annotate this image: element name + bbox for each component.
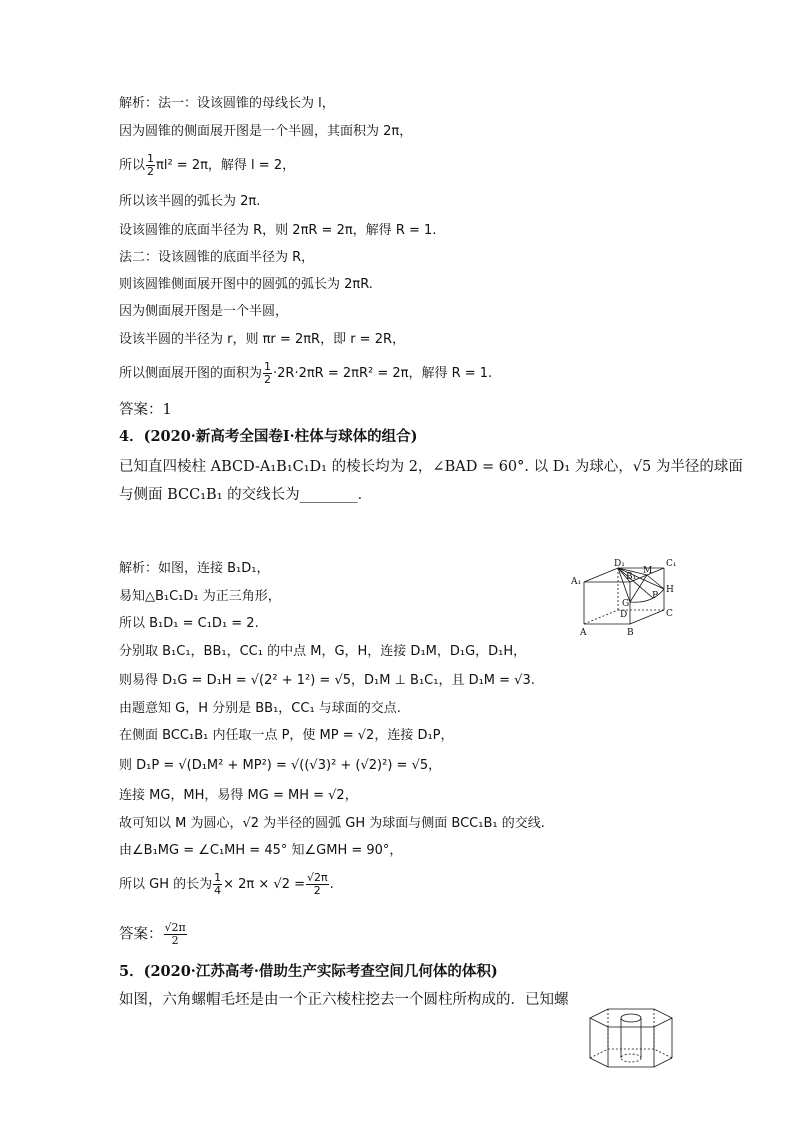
answer-line: 答案： $\frac{√2\pi}{2}$ [119, 921, 186, 947]
solution-line: 因为侧面展开图是一个半圆， [119, 304, 289, 319]
fraction: $\frac{√2\pi}{2}$ [164, 921, 186, 947]
fraction: $\frac{1}{2}$ [264, 360, 272, 386]
figure-label: C [666, 609, 673, 619]
solution-line: 所以该半圆的弧长为 2π. [119, 194, 261, 209]
solution-line: 设该圆锥的底面半径为 R，则 2πR = 2π，解得 R = 1. [119, 223, 437, 238]
solution-line: 所以侧面展开图的面积为 $\frac{1}{2}$ ·2R·2πR = 2πR² = 2π，解得 R = 1. [119, 360, 493, 386]
figure-label: D₁ [614, 559, 625, 569]
answer-line: 答案：1 [119, 402, 172, 418]
solution-line: 所以 GH 的长为 $\frac{1}{4}$ × 2π × √2 = $\frac{√2\pi}{2}$ . [119, 871, 334, 897]
solution-line: 法二：设该圆锥的底面半径为 R， [119, 250, 315, 265]
solution-line: 由题意知 G，H 分别是 BB₁，CC₁ 与球面的交点. [119, 701, 401, 716]
figure-label: B [627, 628, 634, 638]
question-stem: 如图，六角螺帽毛坯是由一个正六棱柱挖去一个圆柱所构成的．已知螺 [119, 992, 569, 1008]
figure-label: D [620, 610, 628, 620]
solution-line: 因为圆锥的侧面展开图是一个半圆，其面积为 2π， [119, 124, 413, 139]
solution-line: 易知△B₁C₁D₁ 为正三角形， [119, 589, 281, 604]
figure-label: B₁ [626, 572, 637, 582]
figure-label: A₁ [571, 577, 582, 587]
fraction: $\frac{1}{4}$ [214, 871, 222, 897]
hexagonal-nut-figure [578, 1003, 682, 1079]
figure-label: M [643, 566, 653, 576]
question-stem: 已知直四棱柱 ABCD-A₁B₁C₁D₁ 的棱长均为 2，∠BAD = 60°. 以 D₁ 为球心，√5 为半径的球面 [119, 459, 743, 475]
figure-label: G [622, 599, 630, 609]
solution-line: 则该圆锥侧面展开图中的圆弧的弧长为 2πR. [119, 277, 373, 292]
solution-line: 在侧面 BCC₁B₁ 内任取一点 P，使 MP = √2，连接 D₁P， [119, 728, 454, 743]
solution-line: 则 D₁P = √(D₁M² + MP²) = √((√3)² + (√2)²) = √5， [119, 758, 442, 773]
solution-line: 所以 $\frac{1}{2}$ πl² = 2π，解得 l = 2， [119, 152, 296, 178]
solution-line: 分别取 B₁C₁，BB₁，CC₁ 的中点 M，G，H，连接 D₁M，D₁G，D₁H， [119, 644, 527, 659]
solution-line: 故可知以 M 为圆心，√2 为半径的圆弧 GH 为球面与侧面 BCC₁B₁ 的交线. [119, 816, 545, 831]
solution-line: 所以 B₁D₁ = C₁D₁ = 2. [119, 616, 259, 631]
figure-label: C₁ [666, 559, 677, 569]
question-header: 4．(2020·新高考全国卷Ⅰ·柱体与球体的组合) [119, 428, 418, 445]
solution-line: 由∠B₁MG = ∠C₁MH = 45° 知∠GMH = 90°， [119, 843, 403, 858]
solution-line: 连接 MG，MH，易得 MG = MH = √2， [119, 788, 358, 803]
solution-line: 解析：法一：设该圆锥的母线长为 l， [119, 96, 335, 111]
solution-line: 解析：如图，连接 B₁D₁， [119, 561, 270, 576]
figure-label: A [580, 628, 587, 638]
solution-line: 则易得 D₁G = D₁H = √(2² + 1²) = √5，D₁M ⊥ B₁C₁，且 D₁M = √3. [119, 673, 535, 688]
fraction: $\frac{√2\pi}{2}$ [306, 871, 328, 897]
figure-label: H [666, 585, 674, 595]
figure-label: P [652, 591, 659, 601]
solution-line: 设该半圆的半径为 r，则 πr = 2πR，即 r = 2R， [119, 332, 406, 347]
fraction: $\frac{1}{2}$ [147, 152, 155, 178]
question-stem: 与侧面 BCC₁B₁ 的交线长为________． [119, 487, 373, 503]
prism-figure [570, 558, 680, 640]
question-header: 5．(2020·江苏高考·借助生产实际考查空间几何体的体积) [119, 963, 498, 980]
